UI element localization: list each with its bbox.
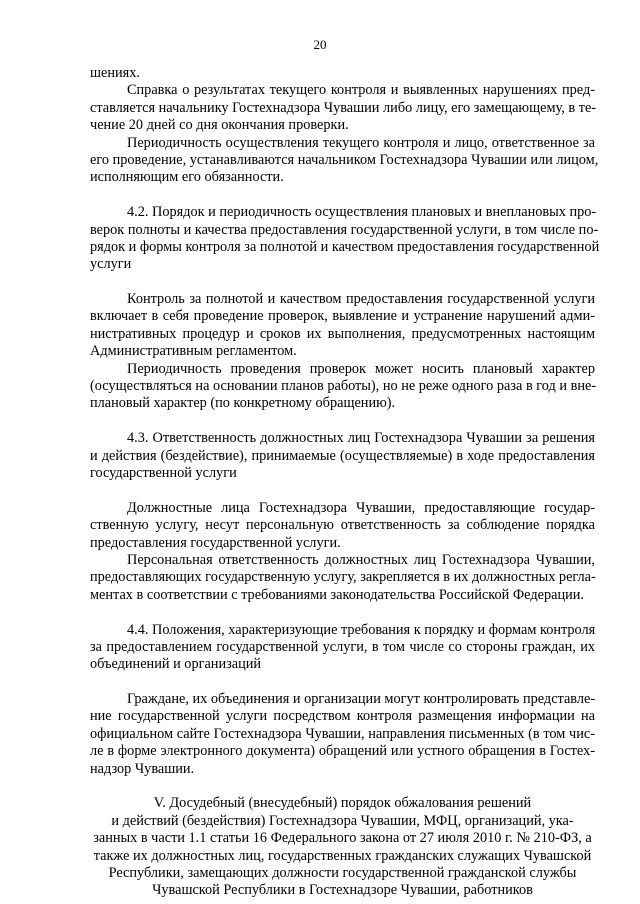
- text-line: Административным регламентом.: [90, 343, 297, 360]
- text-line: включает в себя проведение проверок, выявление и устранение нарушений адми-: [90, 308, 595, 325]
- text-line: исполняющим его обязанности.: [90, 169, 284, 186]
- page-number: 20: [313, 37, 327, 52]
- text-line: ле в форме электронного документа) обращений или устного обращения в Гостех-: [90, 743, 595, 760]
- section-heading-line: также их должностных лиц, государственных гражданских служащих Чувашской: [93, 847, 592, 864]
- text-line: Должностные лица Гостехнадзора Чувашии, предоставляющие государ-: [127, 499, 595, 516]
- text-line: верок полноты и качества предоставления государственной услуги, в том числе по-: [90, 221, 599, 238]
- text-line: Контроль за полнотой и качеством предоставления государственной услуги: [127, 291, 595, 308]
- text-line: за предоставлением государственной услуги, в том числе со стороны граждан, их: [90, 638, 595, 655]
- text-line: объединений и организаций: [90, 656, 262, 673]
- text-line: ние государственной услуги посредством контроля размещения информации на: [90, 708, 595, 725]
- document-body: [90, 65, 600, 900]
- text-line: официальном сайте Гостехнадзора Чувашии, направления письменных (в том чис-: [90, 725, 595, 742]
- text-line: ментах в соответствии с требованиями законодательства Российской Федерации.: [90, 586, 584, 603]
- text-line: предоставления государственной услуги.: [90, 534, 341, 551]
- section-heading-line: Республики, замещающих должности государственной гражданской службы: [108, 864, 577, 881]
- section-heading-line: Чувашской Республики в Гостехнадзоре Чувашии, работников: [152, 882, 533, 899]
- text-line: чение 20 дней со дня окончания проверки.: [90, 117, 349, 134]
- paragraph-gap: [90, 778, 595, 795]
- text-line: предоставляющих государственную услугу, закрепляется в их должностных регла-: [90, 569, 596, 586]
- paragraph-gap: [90, 482, 595, 499]
- text-line: Справка о результатах текущего контроля и выявленных нарушениях пред-: [127, 82, 595, 99]
- text-line: надзор Чувашии.: [90, 760, 195, 777]
- section-heading-line: занных в части 1.1 статьи 16 Федерального закона от 27 июля 2010 г. № 210-ФЗ, а: [93, 830, 592, 847]
- paragraph-gap: [90, 604, 595, 621]
- text-line: его проведение, устанавливаются начальником Гостехнадзора Чувашии или лицом,: [90, 151, 599, 168]
- text-line: ственную услугу, несут персональную ответственность за соблюдение порядка: [90, 517, 595, 534]
- text-line: государственной услуги: [90, 464, 237, 481]
- text-line: (осуществляться на основании планов работы), но не реже одного раза в год и вне-: [90, 378, 597, 395]
- text-line: ставляется начальнику Гостехнадзора Чувашии либо лицу, его замещающему, в те-: [90, 99, 597, 116]
- text-line: шениях.: [90, 65, 140, 81]
- text-line: рядок и формы контроля за полнотой и качеством предоставления государственной: [90, 238, 600, 255]
- text-line: 4.4. Положения, характеризующие требования к порядку и формам контроля: [127, 621, 596, 638]
- text-line: Периодичность проведения проверок может носить плановый характер: [127, 360, 595, 377]
- text-line: услуги: [90, 256, 132, 273]
- section-heading-line: V. Досудебный (внесудебный) порядок обжалования решений: [153, 795, 532, 812]
- text-line: Персональная ответственность должностных лиц Гостехнадзора Чувашии,: [127, 551, 595, 568]
- text-line: и действия (бездействие), принимаемые (осуществляемые) в ходе предоставления: [90, 447, 595, 464]
- section-heading-line: и действий (бездействия) Гостехнадзора Чувашии, МФЦ, организаций, ука-: [111, 812, 574, 829]
- text-line: Периодичность осуществления текущего контроля и лицо, ответственное за: [127, 134, 595, 151]
- text-line: 4.2. Порядок и периодичность осуществления плановых и внеплановых про-: [127, 204, 597, 221]
- text-line: 4.3. Ответственность должностных лиц Гостехнадзора Чувашии за решения: [127, 430, 595, 447]
- paragraph-gap: [90, 274, 595, 291]
- text-line: нистративных процедур и сроков их выполнения, предусмотренных настоящим: [90, 325, 595, 342]
- text-line: плановый характер (по конкретному обращению).: [90, 395, 396, 412]
- paragraph-gap: [90, 413, 595, 430]
- paragraph-gap: [90, 187, 595, 204]
- text-line: Граждане, их объединения и организации могут контролировать представле-: [127, 691, 596, 708]
- paragraph-gap: [90, 674, 595, 691]
